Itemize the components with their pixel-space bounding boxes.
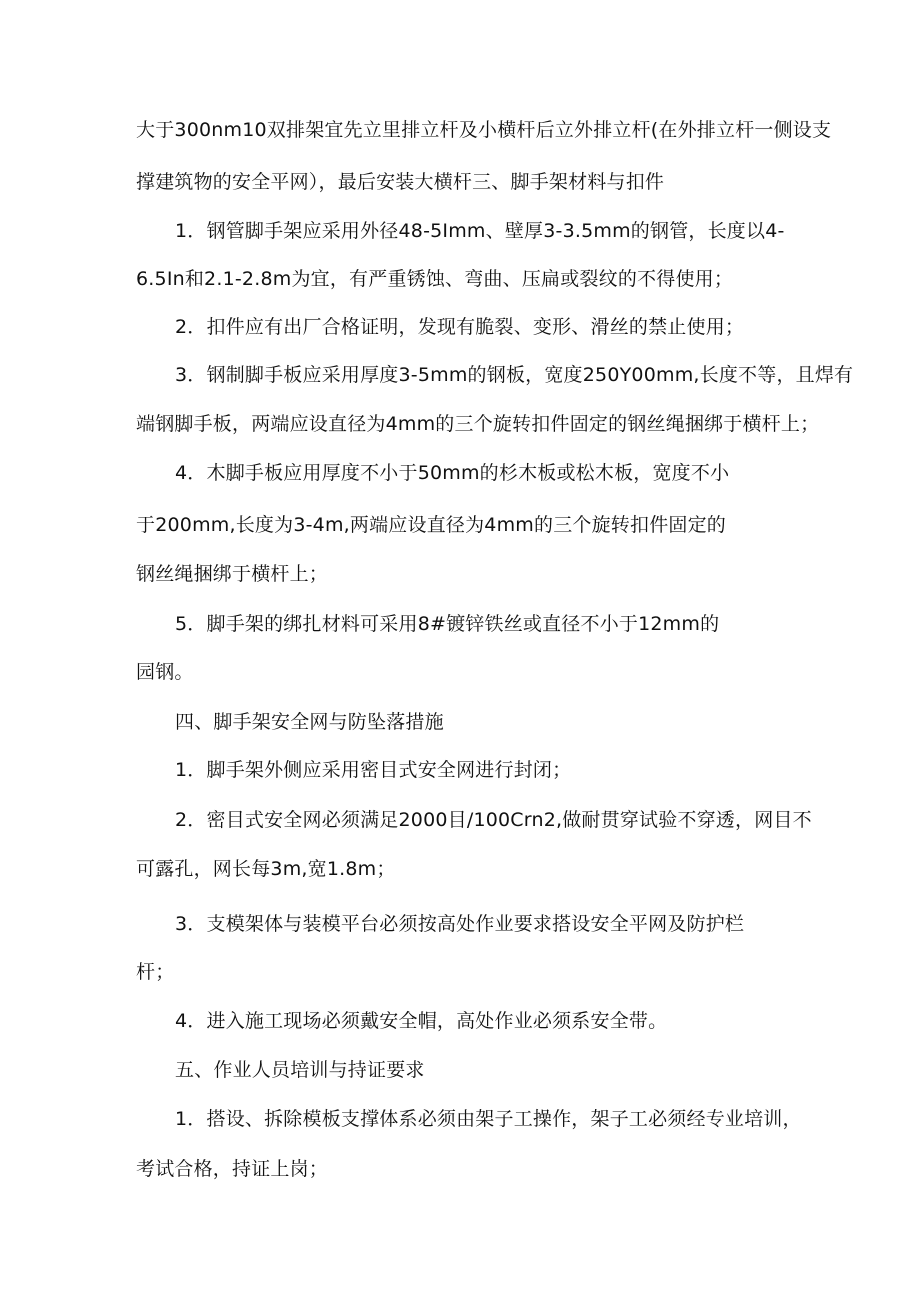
text-line-5: 2．扣件应有出厂合格证明，发现有脆裂、变形、滑丝的禁止使用；	[175, 316, 745, 338]
text-line-9: 于200mm,长度为3-4m,两端应设直径为4mm的三个旋转扣件固定的	[136, 514, 727, 536]
text-line-21: 1．搭设、拆除模板支撑体系必须由架子工操作，架子工必须经专业培训，	[175, 1108, 802, 1130]
text-line-1: 大于300nm10双排架宜先立里排立杆及小横杆后立外排立杆(在外排立杆一侧设支	[136, 119, 832, 141]
text-line-8: 4．木脚手板应用厚度不小于50mm的杉木板或松木板，宽度不小	[175, 462, 730, 484]
text-line-12: 园钢。	[136, 661, 194, 683]
text-line-17: 3．支模架体与装模平台必须按高处作业要求搭设安全平网及防护栏	[175, 913, 745, 935]
text-line-2: 撑建筑物的安全平网），最后安装大横杆三、脚手架材料与扣件	[136, 171, 665, 193]
text-line-22: 考试合格，持证上岗；	[136, 1158, 329, 1180]
text-line-6: 3．钢制脚手板应采用厚度3-5mm的钢板，宽度250Y00mm,长度不等，且焊有	[175, 364, 854, 386]
section-heading-5: 五、作业人员培训与持证要求	[175, 1059, 425, 1081]
text-line-19: 4．进入施工现场必须戴安全帽，高处作业必须系安全带。	[175, 1010, 668, 1032]
section-heading-4: 四、脚手架安全网与防坠落措施	[175, 711, 444, 733]
text-line-3: 1．钢管脚手架应采用外径48-5Imm、壁厚3-3.5mm的钢管，长度以4-	[175, 220, 785, 242]
text-line-4: 6.5In和2.1-2.8m为宜，有严重锈蚀、弯曲、压扁或裂纹的不得使用；	[136, 268, 734, 290]
text-line-11: 5．脚手架的绑扎材料可采用8#镀锌铁丝或直径不小于12mm的	[175, 613, 720, 635]
text-line-18: 杆；	[136, 961, 175, 983]
text-line-16: 可露孔，网长每3m,宽1.8m；	[136, 858, 396, 880]
text-line-10: 钢丝绳捆绑于横杆上；	[136, 563, 329, 585]
text-line-15: 2．密目式安全网必须满足2000目/100Crn2,做耐贯穿试验不穿透，网目不	[175, 809, 812, 831]
text-line-7: 端钢脚手板，两端应设直径为4mm的三个旋转扣件固定的钢丝绳捆绑于横杆上；	[136, 413, 820, 435]
text-line-14: 1．脚手架外侧应采用密目式安全网进行封闭；	[175, 759, 572, 781]
